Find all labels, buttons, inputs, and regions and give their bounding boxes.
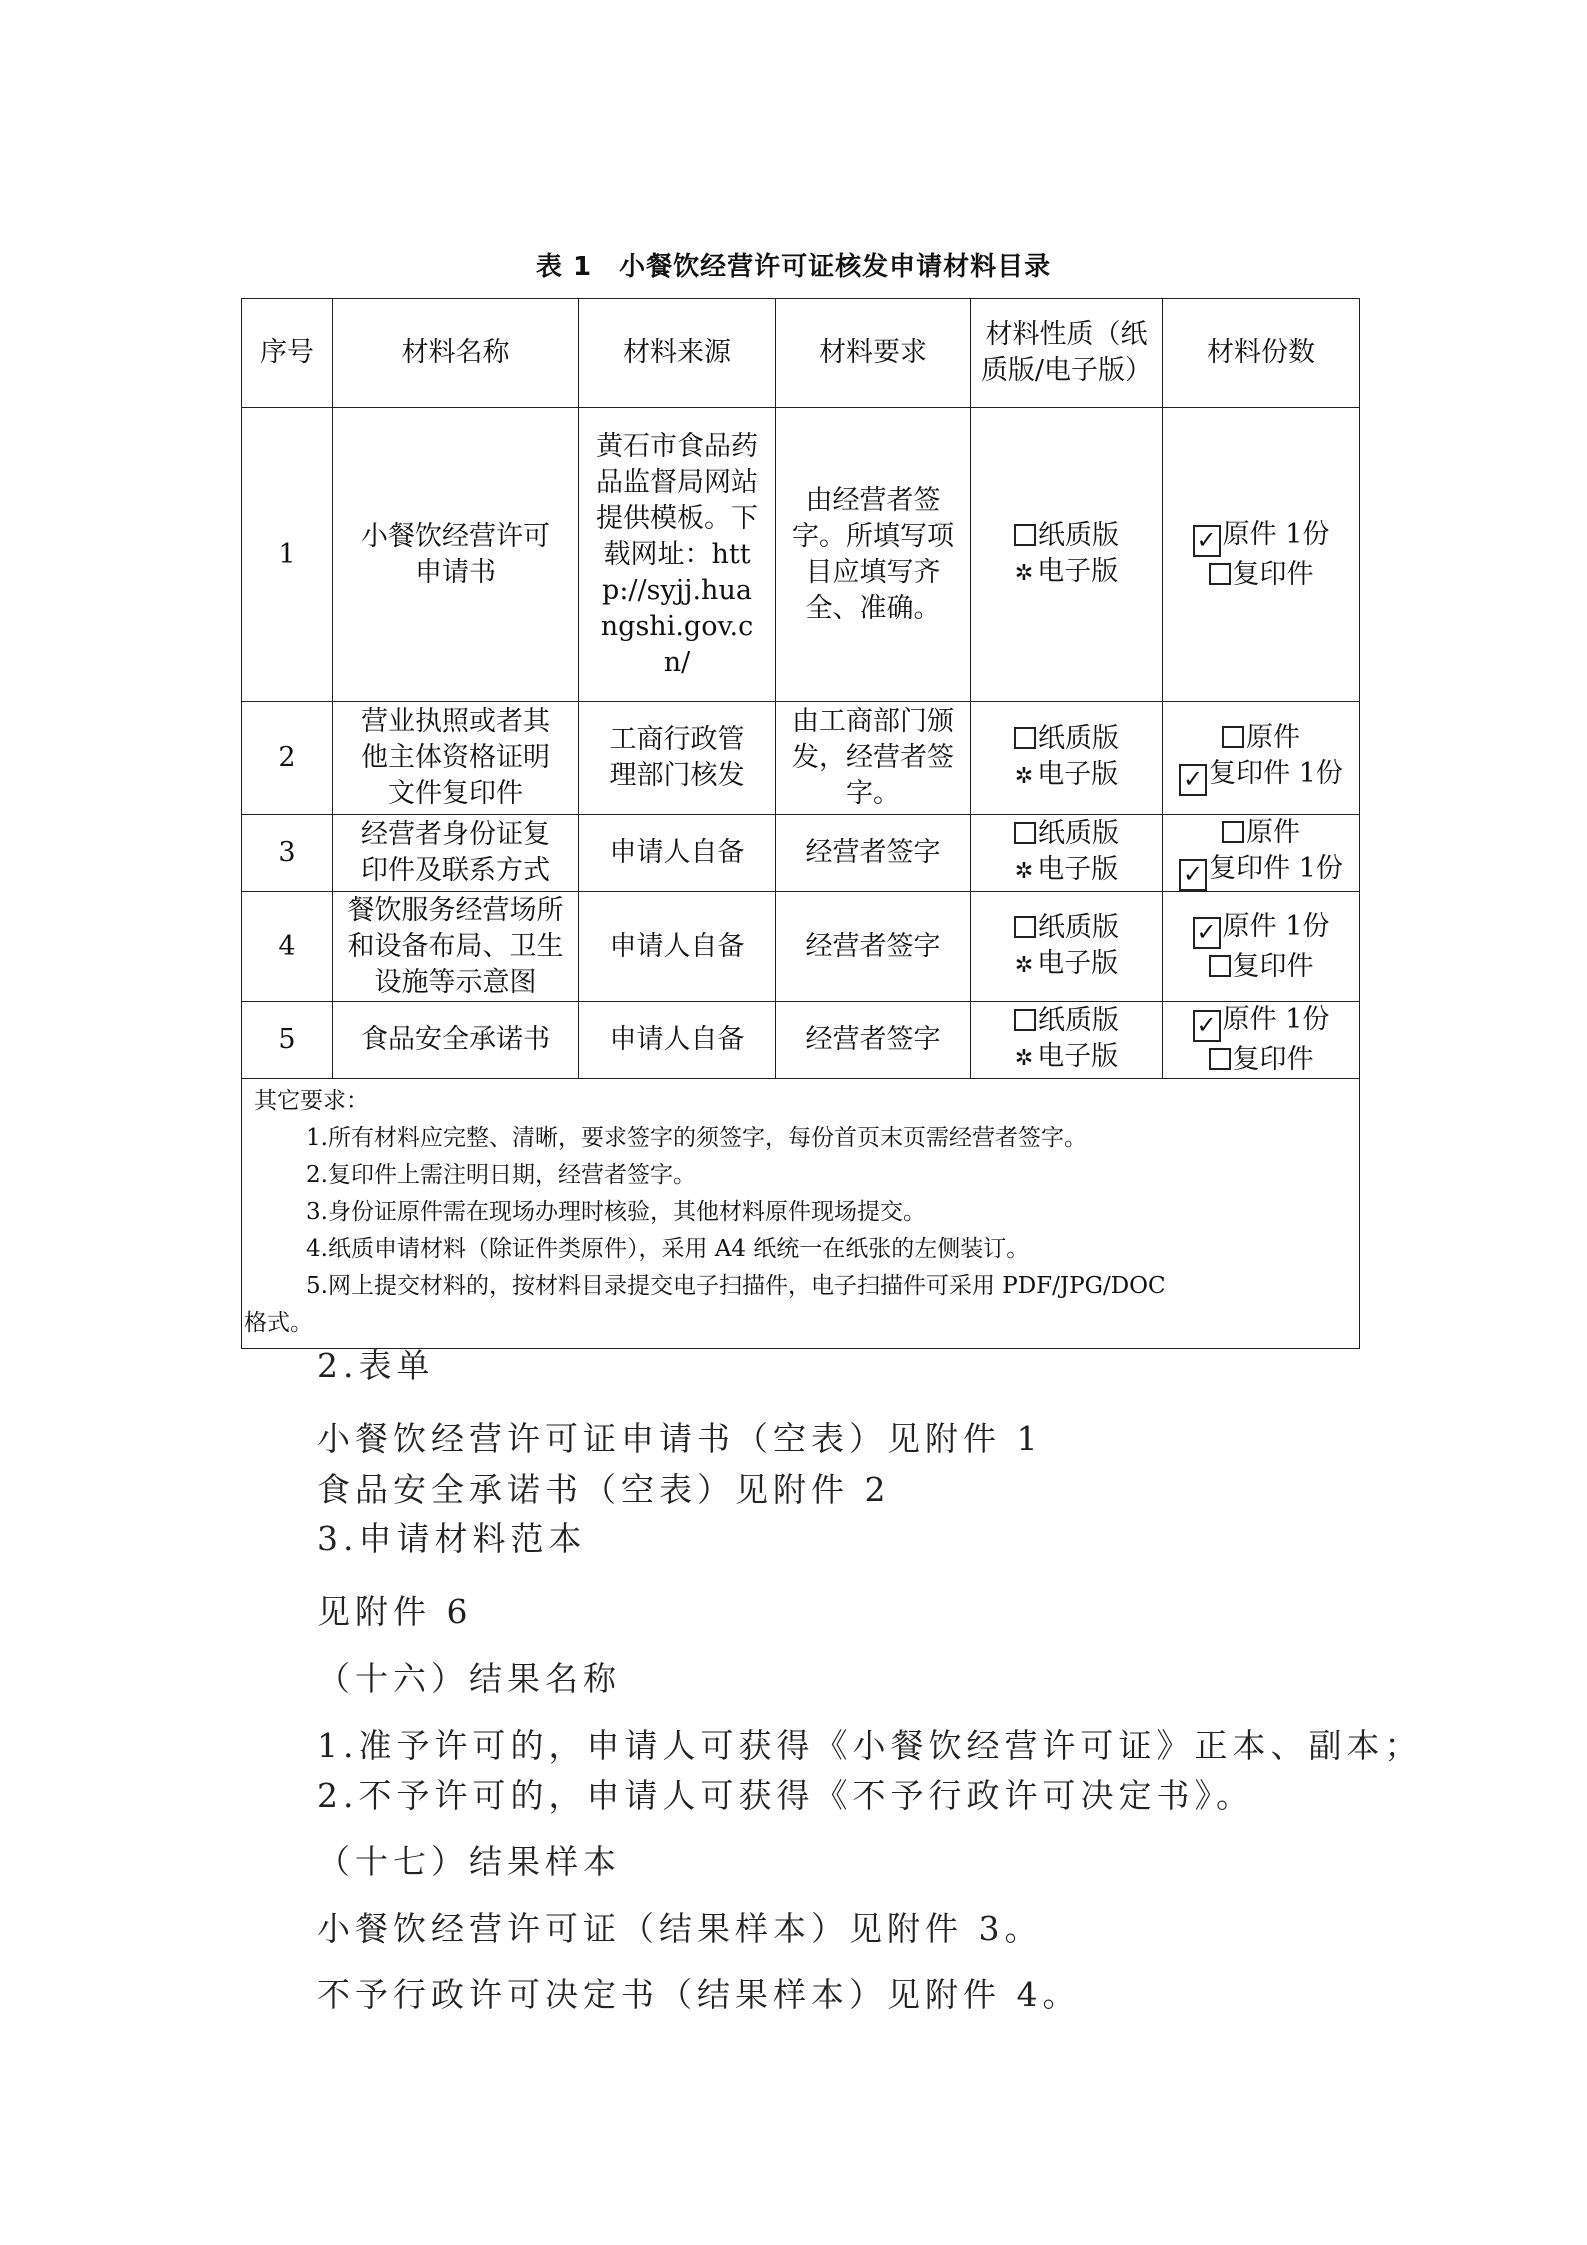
row-name-text: 营业执照或者其他主体资格证明文件复印件	[361, 706, 550, 809]
label-paper: 纸质版	[1038, 519, 1119, 551]
option-paper[interactable]	[977, 721, 1156, 757]
notes-cell	[242, 1079, 1360, 1349]
row-source	[579, 408, 776, 702]
label-paper: 纸质版	[1038, 723, 1119, 754]
row-name	[333, 892, 579, 1002]
row-name	[333, 815, 579, 892]
row-name-text: 餐饮服务经营场所和设备布局、卫生设施等示意图	[347, 894, 564, 998]
row-nature	[971, 1002, 1163, 1079]
header-name: 材料名称	[333, 299, 579, 408]
checked-box-icon: ✓	[1179, 859, 1207, 891]
option-original[interactable]	[1169, 517, 1353, 557]
table-row	[242, 408, 1360, 702]
option-copy[interactable]	[1169, 557, 1353, 593]
label-original: 原件	[1246, 722, 1300, 753]
row-source	[579, 702, 776, 815]
label-paper: 纸质版	[1038, 911, 1119, 943]
row-requirement	[776, 408, 971, 702]
row-source: 申请人自备	[579, 892, 776, 1002]
checked-box-icon: ✓	[1193, 917, 1221, 949]
option-electronic[interactable]	[977, 757, 1156, 795]
option-electronic[interactable]	[977, 1039, 1156, 1077]
section-2-line-2: 食品安全承诺书（空表）见附件 2	[317, 1470, 891, 1509]
row-name-text: 经营者身份证复印件及联系方式	[361, 819, 550, 886]
label-paper: 纸质版	[1038, 818, 1119, 849]
header-source: 材料来源	[579, 299, 776, 408]
row-nature	[971, 892, 1163, 1002]
row-nature	[971, 702, 1163, 815]
checked-box-icon: ✓	[1193, 1010, 1221, 1042]
table-row	[242, 1002, 1360, 1079]
option-original[interactable]	[1169, 1002, 1353, 1042]
row-name-text: 小餐饮经营许可申请书	[361, 520, 550, 588]
row-no: 2	[242, 702, 333, 815]
checkbox-icon	[1209, 955, 1231, 977]
materials-table	[241, 298, 1360, 1349]
label-copy: 复印件	[1232, 1044, 1314, 1075]
label-electronic: 电子版	[1037, 947, 1119, 979]
checkbox-icon	[1014, 822, 1036, 844]
option-copy[interactable]	[1169, 851, 1353, 891]
table-caption: 表 1 小餐饮经营许可证核发申请材料目录	[535, 252, 1052, 282]
section-3-title: 3.申请材料范本	[317, 1519, 587, 1558]
note-item: 5.网上提交材料的，按材料目录提交电子扫描件，电子扫描件可采用 PDF/JPG/DOC	[306, 1273, 1166, 1299]
header-copies: 材料份数	[1163, 299, 1360, 408]
checkbox-icon	[1014, 1009, 1036, 1031]
checkbox-icon	[1209, 1048, 1231, 1070]
row-copies	[1163, 408, 1360, 702]
note-item: 2.复印件上需注明日期，经营者签字。	[306, 1162, 696, 1188]
label-paper: 纸质版	[1038, 1005, 1119, 1036]
header-no: 序号	[242, 299, 333, 408]
table-row	[242, 702, 1360, 815]
option-paper[interactable]	[977, 518, 1156, 554]
label-copy: 复印件	[1232, 558, 1314, 590]
table-row	[242, 892, 1360, 1002]
label-electronic: 电子版	[1037, 1041, 1119, 1072]
section-17-line-2: 不予行政许可决定书（结果样本）见附件 4。	[317, 1975, 1081, 2014]
section-3-line-1: 见附件 6	[317, 1592, 473, 1631]
notes-row	[242, 1079, 1360, 1349]
option-paper[interactable]	[977, 910, 1156, 946]
notes-title: 其它要求：	[254, 1088, 369, 1114]
row-source-text: 黄石市食品药品监督局网站提供模板。下载网址：http://syjj.huangshi.gov.cn/	[596, 430, 758, 678]
row-copies	[1163, 1002, 1360, 1079]
checkbox-icon	[1014, 727, 1036, 749]
section-17-title: （十七）结果样本	[317, 1842, 621, 1881]
header-nature: 材料性质（纸质版/电子版）	[971, 299, 1163, 408]
row-copies	[1163, 702, 1360, 815]
label-original: 原件	[1246, 817, 1300, 848]
label-copy: 复印件 1份	[1209, 853, 1343, 884]
row-no: 4	[242, 892, 333, 1002]
row-name	[333, 702, 579, 815]
checkbox-icon	[1209, 563, 1231, 585]
label-original: 原件 1份	[1222, 910, 1330, 942]
gear-icon: ✲	[1014, 1046, 1034, 1071]
option-copy[interactable]	[1169, 1042, 1353, 1078]
table-header-row	[242, 299, 1360, 408]
option-paper[interactable]	[977, 816, 1156, 852]
row-source: 申请人自备	[579, 815, 776, 892]
row-requirement: 经营者签字	[776, 892, 971, 1002]
checkbox-icon	[1222, 821, 1244, 843]
gear-icon: ✲	[1014, 764, 1034, 789]
section-16-line-1: 1.准予许可的，申请人可获得《小餐饮经营许可证》正本、副本；	[317, 1726, 1423, 1765]
row-no: 5	[242, 1002, 333, 1079]
gear-icon: ✲	[1014, 952, 1034, 978]
label-copy: 复印件	[1232, 950, 1314, 982]
note-item: 3.身份证原件需在现场办理时核验，其他材料原件现场提交。	[306, 1199, 926, 1225]
section-2-line-1: 小餐饮经营许可证申请书（空表）见附件 1	[317, 1419, 1043, 1458]
option-electronic[interactable]	[977, 852, 1156, 890]
option-paper[interactable]	[977, 1003, 1156, 1039]
row-copies	[1163, 892, 1360, 1002]
gear-icon: ✲	[1014, 859, 1034, 884]
row-requirement: 经营者签字	[776, 815, 971, 892]
section-16-line-2: 2.不予许可的，申请人可获得《不予行政许可决定书》。	[317, 1776, 1254, 1815]
label-electronic: 电子版	[1037, 759, 1119, 790]
row-requirement-text: 由经营者签字。所填写项目应填写齐全、准确。	[792, 484, 954, 624]
row-name	[333, 408, 579, 702]
row-copies	[1163, 815, 1360, 892]
row-nature	[971, 408, 1163, 702]
checked-box-icon: ✓	[1193, 525, 1221, 557]
row-name: 食品安全承诺书	[333, 1002, 579, 1079]
label-original: 原件 1份	[1222, 1004, 1330, 1035]
note-item: 1.所有材料应完整、清晰，要求签字的须签字，每份首页末页需经营者签字。	[306, 1125, 1087, 1151]
section-2-title: 2.表单	[317, 1346, 435, 1385]
label-electronic: 电子版	[1037, 854, 1119, 885]
row-requirement	[776, 702, 971, 815]
checkbox-icon	[1014, 916, 1036, 938]
row-source: 申请人自备	[579, 1002, 776, 1079]
label-copy: 复印件 1份	[1209, 758, 1343, 789]
checked-box-icon: ✓	[1179, 764, 1207, 796]
option-copy[interactable]	[1169, 949, 1353, 985]
label-original: 原件 1份	[1222, 518, 1330, 550]
section-16-title: （十六）结果名称	[317, 1659, 621, 1698]
option-electronic[interactable]	[977, 946, 1156, 984]
option-original[interactable]	[1169, 720, 1353, 756]
header-requirement: 材料要求	[776, 299, 971, 408]
row-nature	[971, 815, 1163, 892]
note-item-tail: 格式。	[244, 1310, 313, 1336]
note-item: 4.纸质申请材料（除证件类原件），采用 A4 纸统一在纸张的左侧装订。	[306, 1236, 1030, 1262]
label-electronic: 电子版	[1037, 555, 1119, 587]
row-source-text: 工商行政管理部门核发	[609, 724, 745, 791]
option-original[interactable]	[1169, 909, 1353, 949]
row-requirement: 经营者签字	[776, 1002, 971, 1079]
gear-icon: ✲	[1014, 560, 1034, 586]
row-no: 3	[242, 815, 333, 892]
checkbox-icon	[1222, 726, 1244, 748]
table-row	[242, 815, 1360, 892]
section-17-line-1: 小餐饮经营许可证（结果样本）见附件 3。	[317, 1909, 1043, 1948]
row-requirement-text: 由工商部门颁发，经营者签字。	[792, 706, 954, 809]
option-original[interactable]	[1169, 815, 1353, 851]
option-copy[interactable]	[1169, 756, 1353, 796]
checkbox-icon	[1014, 524, 1036, 546]
option-electronic[interactable]	[977, 554, 1156, 592]
row-no: 1	[242, 408, 333, 702]
